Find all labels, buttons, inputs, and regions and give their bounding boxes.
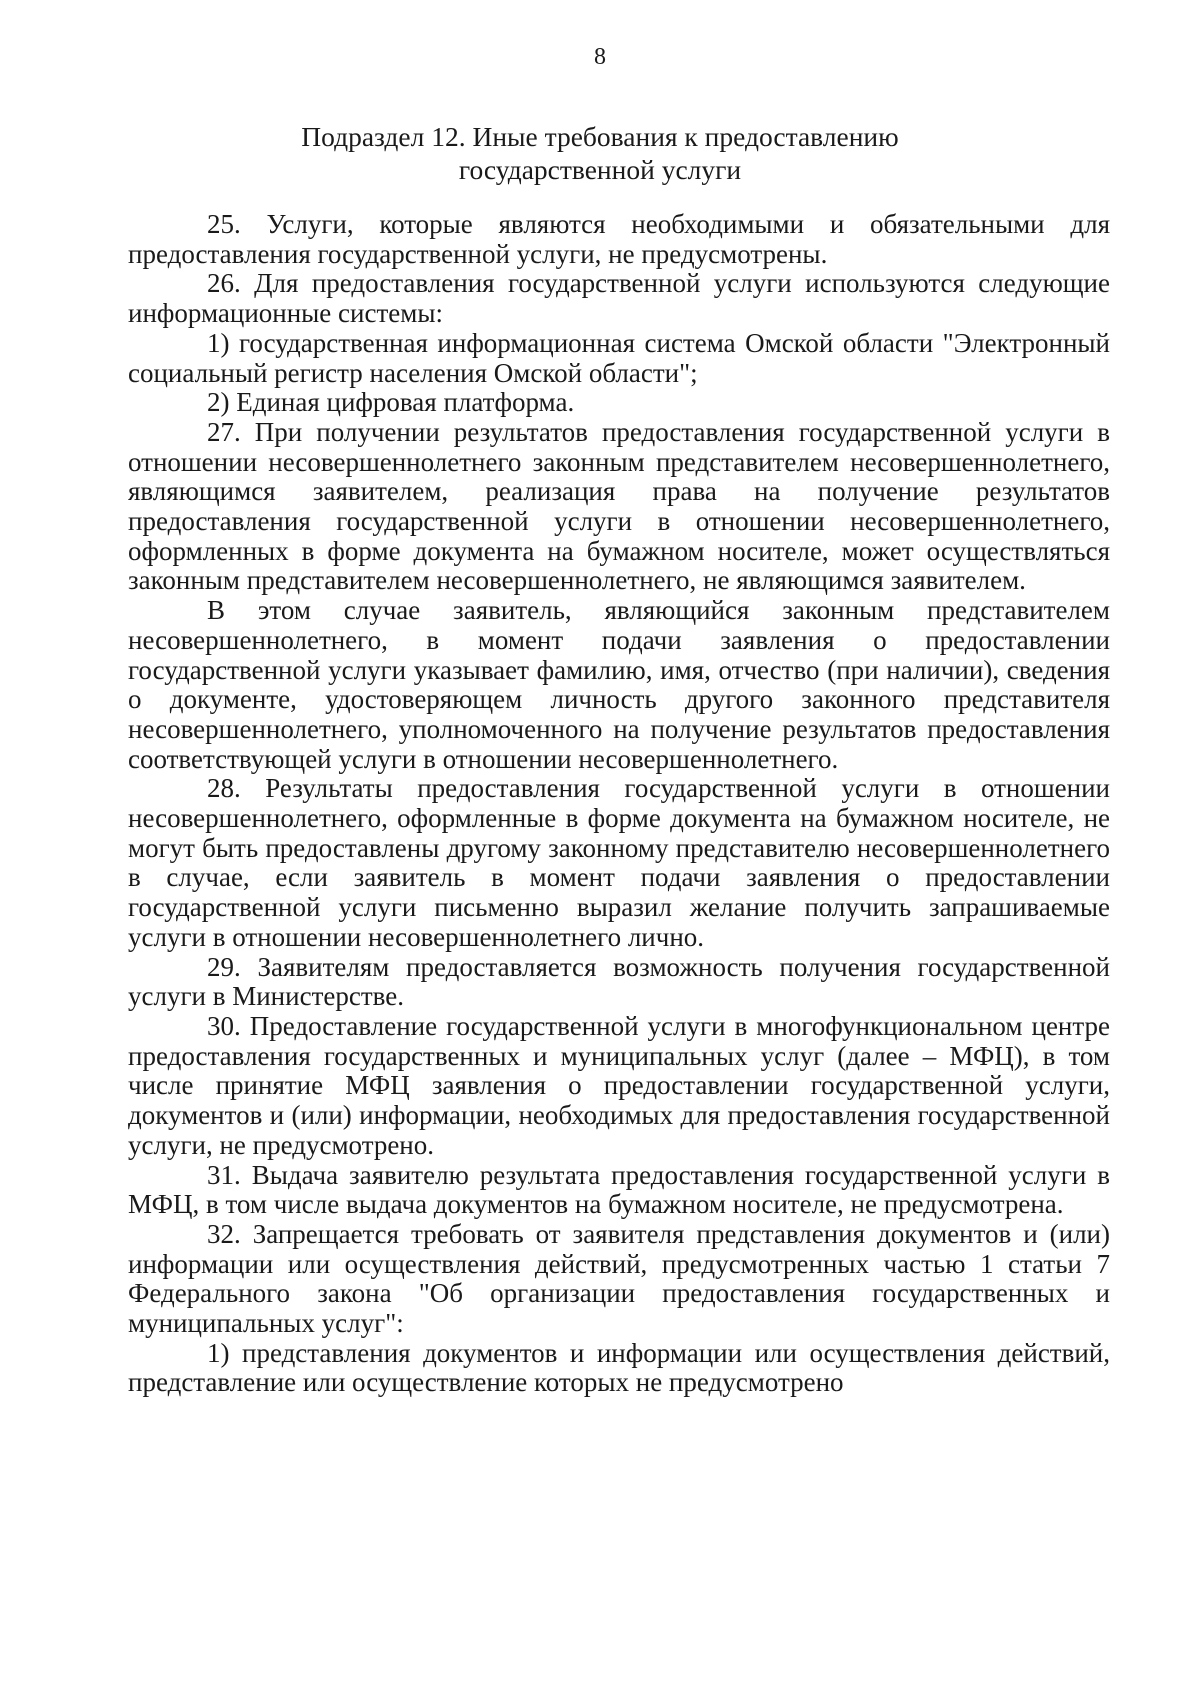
paragraph-28: 28. Результаты предоставления государственной услуги в отношении несовершеннолетнего, оформленные в форме документа на бумажном носителе, не могут быть предоставлены другому законному представителю несовершеннолетнего в случае, если заявитель в момент подачи заявления о предоставлении государственной услуги письменно выразил желание получить запрашиваемые услуги в отношении несовершеннолетнего лично.	[128, 773, 1110, 952]
paragraph-26-item-2: 2) Единая цифровая платформа.	[207, 387, 575, 418]
paragraph-27: 27. При получении результатов предоставления государственной услуги в отношении несовершеннолетнего законным представителем несовершеннолетнего, являющимся заявителем, реализация права на получение результатов предоставления государственной услуги в отношении несовершеннолетнего, оформленных в форме документа на бумажном носителе, может осуществляться законным представителем несовершеннолетнего, не являющимся заявителем.	[128, 416, 1110, 596]
paragraph-32: 32. Запрещается требовать от заявителя представления документов и (или) информации или осуществления действий, предусмотренных частью 1 статьи 7 Федерального закона "Об организации предоставления государственных и муниципальных услуг":	[128, 1218, 1110, 1339]
page-number: 8	[594, 44, 606, 70]
section-heading	[0, 120, 1200, 186]
paragraph-26-item-1: 1) государственная информационная система Омской области "Электронный социальный регистр населения Омской области";	[128, 327, 1110, 388]
paragraph-29: 29. Заявителям предоставляется возможность получения государственной услуги в Министерстве.	[128, 951, 1110, 1012]
document-body	[128, 210, 1110, 1398]
section-heading-line-2: государственной услуги	[458, 154, 742, 185]
paragraph-27-continuation: В этом случае заявитель, являющийся законным представителем несовершеннолетнего, в момент подачи заявления о предоставлении государственной услуги указывает фамилию, имя, отчество (при наличии), сведения о документе, удостоверяющем личность другого законного представителя несовершеннолетнего, уполномоченного на получение результатов предоставления соответствующей услуги в отношении несовершеннолетнего.	[128, 595, 1110, 774]
paragraph-26: 26. Для предоставления государственной услуги используются следующие информационные системы:	[128, 268, 1110, 329]
paragraph-32-item-1: 1) представления документов и информации или осуществления действий, представление или осуществление которых не предусмотрено	[128, 1337, 1110, 1398]
paragraph-30: 30. Предоставление государственной услуги в многофункциональном центре предоставления государственных и муниципальных услуг (далее – МФЦ), в том числе принятие МФЦ заявления о предоставлении государственной услуги, документов и (или) информации, необходимых для предоставления государственной услуги, не предусмотрено.	[128, 1010, 1110, 1160]
section-heading-line-1: Подраздел 12. Иные требования к предоставлению	[301, 121, 899, 152]
paragraph-25: 25. Услуги, которые являются необходимыми и обязательными для предоставления государственной услуги, не предусмотрены.	[128, 209, 1110, 269]
paragraph-31: 31. Выдача заявителю результата предоставления государственной услуги в МФЦ, в том числе выдача документов на бумажном носителе, не предусмотрена.	[128, 1159, 1110, 1220]
